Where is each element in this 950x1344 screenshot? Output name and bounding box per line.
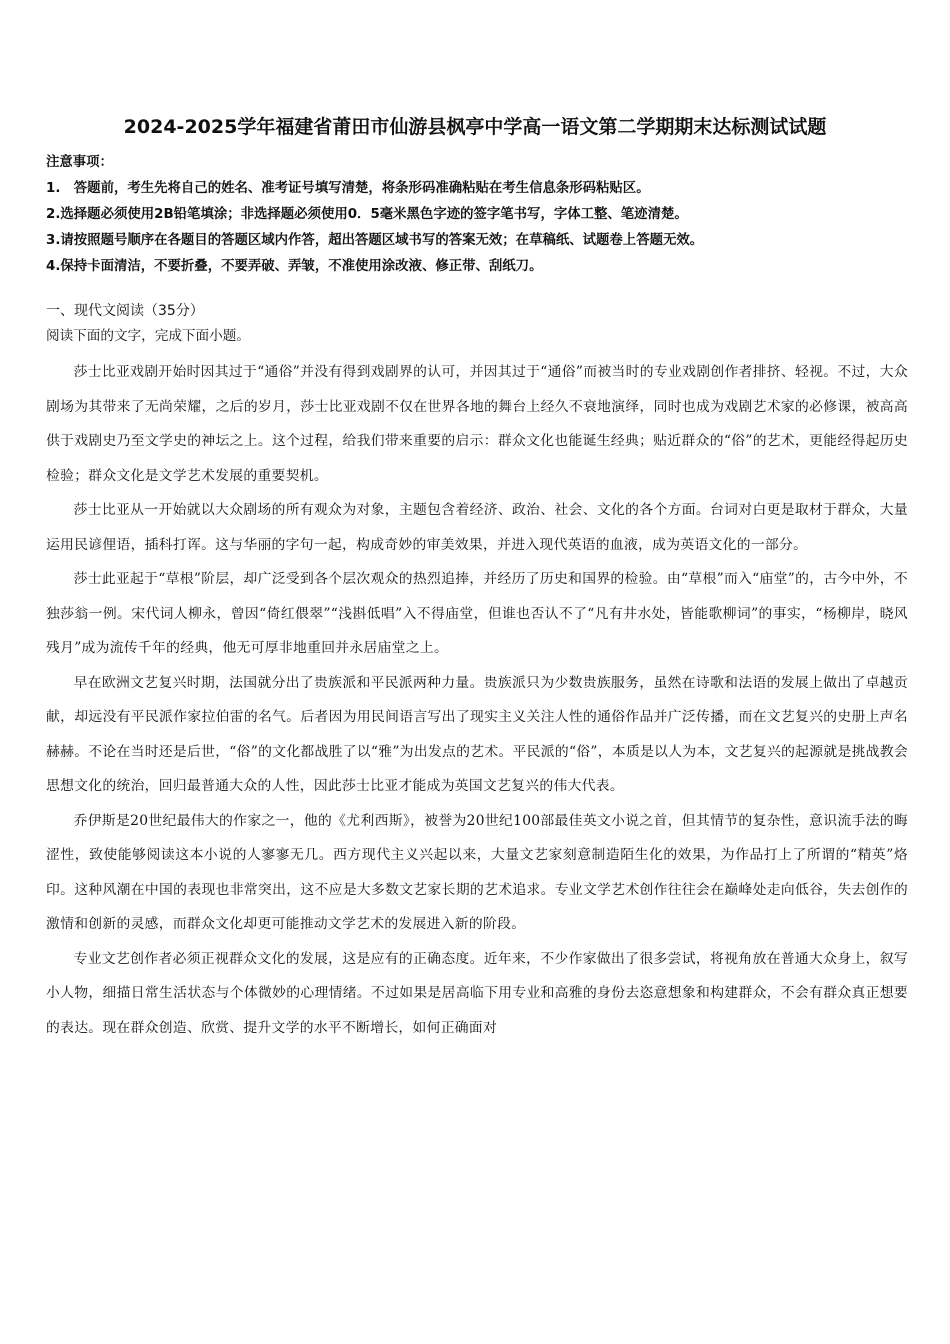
notice-heading: 注意事项： xyxy=(46,155,113,170)
passage-paragraph-1: 莎士比亚戏剧开始时因其过于“通俗”并没有得到戏剧界的认可，并因其过于“通俗”而被当时的专业戏剧创作者排挤、轻视。不过，大众剧场为其带来了无尚荣耀，之后的岁月，莎士比亚戏剧不仅在世界各地的舞台上经久不衰地演绎，同时也成为戏剧艺术家的必修课，被高高供于戏剧史乃至文学史的神坛之上。这个过程，给我们带来重要的启示：群众文化也能诞生经典；贴近群众的“俗”的艺术，更能经得起历史检验；群众文化是文学艺术发展的重要契机。 xyxy=(46,364,908,484)
notice-block xyxy=(46,150,916,280)
notice-item-4: 4.保持卡面清洁，不要折叠，不要弄破、弄皱，不准使用涂改液、修正带、刮纸刀。 xyxy=(46,259,543,274)
notice-item-1: 1. 答题前，考生先将自己的姓名、准考证号填写清楚，将条形码准确粘贴在考生信息条形码粘贴区。 xyxy=(46,181,650,196)
section-heading: 一、现代文阅读（35分） xyxy=(46,303,204,319)
passage-paragraph-4: 早在欧洲文艺复兴时期，法国就分出了贵族派和平民派两种力量。贵族派只为少数贵族服务，虽然在诗歌和法语的发展上做出了卓越贡献，却远没有平民派作家拉伯雷的名气。后者因为用民间语言写出了现实主义关注人性的通俗作品并广泛传播，而在文艺复兴的史册上声名赫赫。不论在当时还是后世，“俗”的文化都战胜了以“雅”为出发点的艺术。平民派的“俗”，本质是以人为本，文艺复兴的起源就是挑战教会思想文化的统治，回归最普通大众的人性，因此莎士比亚才能成为英国文艺复兴的伟大代表。 xyxy=(46,674,908,794)
notice-item-2: 2.选择题必须使用2B铅笔填涂；非选择题必须使用0．5毫米黑色字迹的签字笔书写，字体工整、笔迹清楚。 xyxy=(46,207,688,222)
reading-passage xyxy=(46,355,908,1045)
passage-paragraph-2: 莎士比亚从一开始就以大众剧场的所有观众为对象，主题包含着经济、政治、社会、文化的各个方面。台词对白更是取材于群众，大量运用民谚俚语，插科打诨。这与华丽的字句一起，构成奇妙的审美效果，并进入现代英语的血液，成为英语文化的一部分。 xyxy=(46,502,908,553)
passage-paragraph-5: 乔伊斯是20世纪最伟大的作家之一，他的《尤利西斯》，被誉为20世纪100部最佳英文小说之首，但其情节的复杂性，意识流手法的晦涩性，致使能够阅读这本小说的人寥寥无几。西方现代主义兴起以来，大量文艺家刻意制造陌生化的效果，为作品打上了所谓的“精英”烙印。这种风潮在中国的表现也非常突出，这不应是大多数文艺家长期的艺术追求。专业文学艺术创作往往会在巅峰处走向低谷，失去创作的激情和创新的灵感，而群众文化却更可能推动文学艺术的发展进入新的阶段。 xyxy=(46,812,908,932)
exam-title: 2024-2025学年福建省莆田市仙游县枫亭中学高一语文第二学期期末达标测试试题 xyxy=(123,116,827,138)
notice-item-3: 3.请按照题号顺序在各题目的答题区域内作答，超出答题区域书写的答案无效；在草稿纸、试题卷上答题无效。 xyxy=(46,233,704,248)
passage-paragraph-3: 莎士此亚起于“草根”阶层，却广泛受到各个层次观众的热烈追捧，并经历了历史和国界的检验。由“草根”而入“庙堂”的，古今中外，不独莎翁一例。宋代词人柳永，曾因“倚红偎翠”“浅斟低唱”入不得庙堂，但谁也否认不了“凡有井水处，皆能歌柳词”的事实，“杨柳岸，晓风残月”成为流传千年的经典，他无可厚非地重回并永居庙堂之上。 xyxy=(46,571,908,656)
section-instruction: 阅读下面的文字，完成下面小题。 xyxy=(46,328,250,344)
passage-paragraph-6: 专业文艺创作者必须正视群众文化的发展，这是应有的正确态度。近年来，不少作家做出了很多尝试，将视角放在普通大众身上，叙写小人物，细描日常生活状态与个体微妙的心理情绪。不过如果是居高临下用专业和高雅的身份去恣意想象和构建群众，不会有群众真正想要的表达。现在群众创造、欣赏、提升文学的水平不断增长，如何正确面对 xyxy=(46,950,908,1036)
